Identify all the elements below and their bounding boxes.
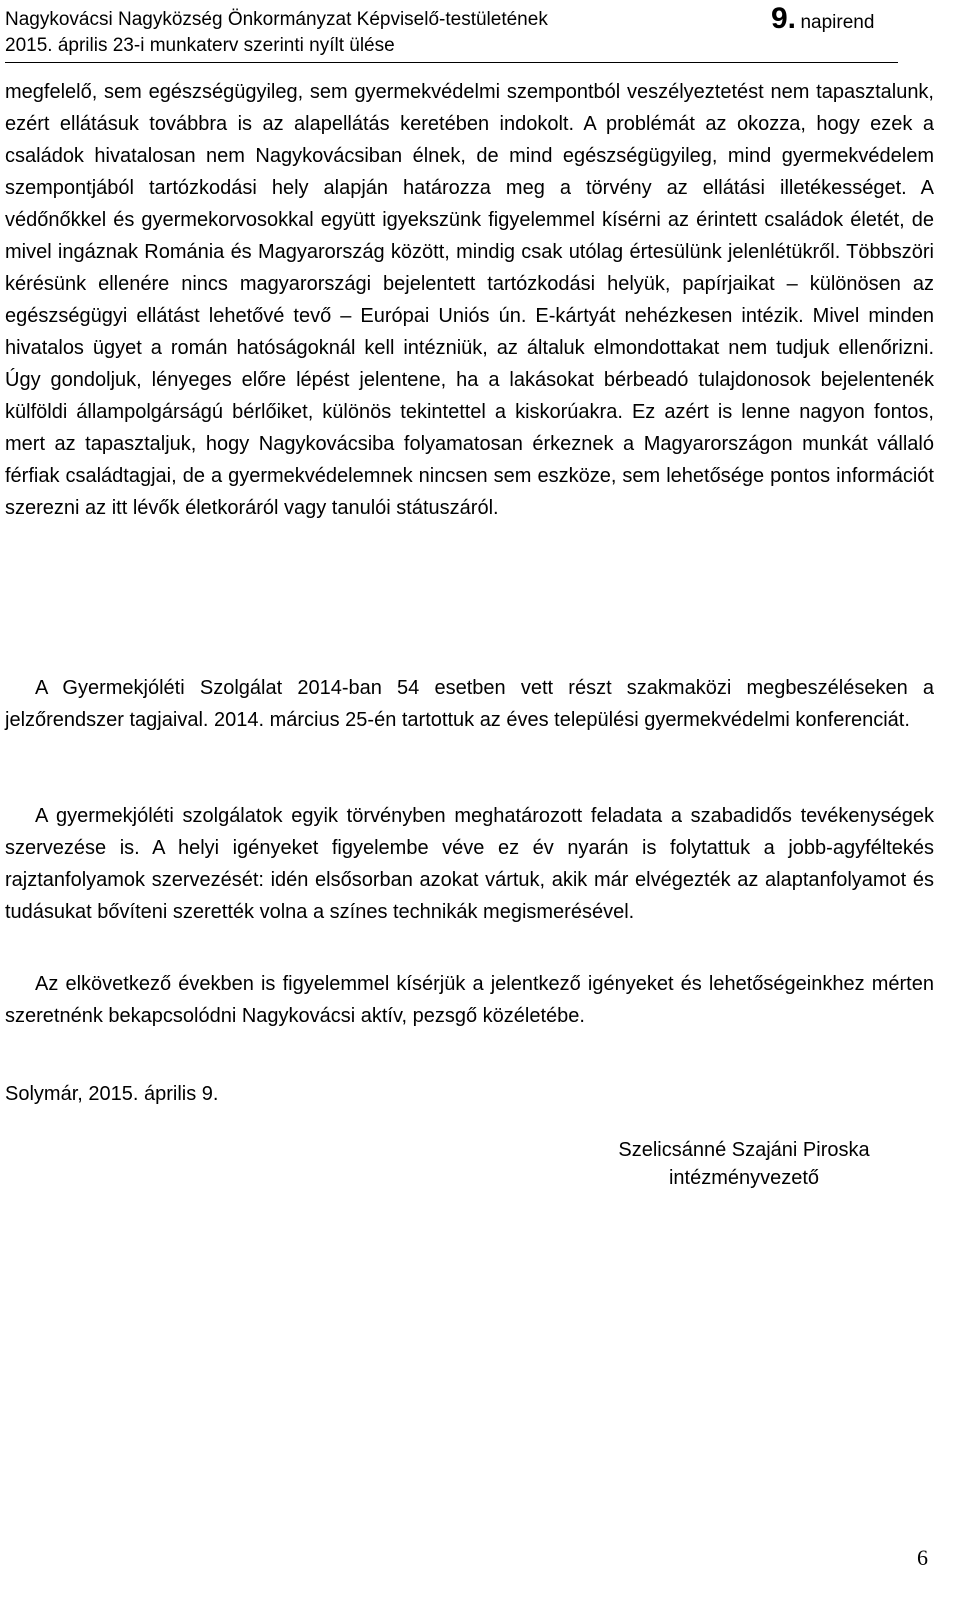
page-number: 6 [917, 1545, 928, 1570]
header-agenda-item [771, 1, 874, 41]
body-paragraph-4: Az elkövetkező években is figyelemmel kísérjük a jelentkező igényeket és lehetőségeinkhez mérten szeretnénk bekapcsolódni Nagykovácsi aktív, pezsgő közéletébe. [5, 973, 934, 1027]
header-organization: Nagykovácsi Nagyközség Önkormányzat Képviselő-testületének [5, 9, 548, 30]
signatory-title: intézményvezető [668, 1167, 820, 1189]
page-header [5, 4, 905, 64]
signature-block [576, 1136, 912, 1192]
body-paragraph-3: A gyermekjóléti szolgálatok egyik törvényben meghatározott feladata a szabadidős tevékenységek szervezése is. A helyi igényeket figyelembe véve ez év nyarán is folytattuk a jobb-agyféltekés rajztanfolyamok szervezését: idén elsősorban azokat vártuk, akik már elvégezték az alaptanfolyamot és tudásukat bővíteni szerették volna a színes technikák megismerésével. [5, 805, 934, 923]
signatory-name: Szelicsánné Szajáni Piroska [618, 1139, 870, 1161]
header-session: 2015. április 23-i munkaterv szerinti nyílt ülése [5, 35, 395, 56]
body-paragraph-1: megfelelő, sem egészségügyileg, sem gyermekvédelmi szempontból veszélyeztetést nem tapasztalunk, ezért ellátásuk továbbra is az alapellátás keretében indokolt. A problémát az okozza, hogy ezek a családok hivatalosan nem Nagykovácsiban élnek, de mind egészségügyileg, mind gyermekvédelem szempontjából tartózkodási hely alapján határozza meg a törvény az ellátási illetékességet. A védőnőkkel és gyermekorvosokkal együtt igyekszünk figyelemmel kísérni az érintett családok életét, de mivel ingáznak Románia és Magyarország között, mindig csak utólag értesülünk jelenlétükről. Többszöri kérésünk ellenére nincs magyarországi bejelentett tartózkodási helyük, papírjaikat – különösen az egészségügyi ellátást lehetővé tevő – Európai Uniós ún. E-kártyát nehézkesen intézik. Mivel minden hivatalos ügyet a román hatóságoknál kell intézniük, az általuk elmondottakat nem tudjuk ellenőrizni. Úgy gondoljuk, lényeges előre lépést jelentene, ha a lakásokat bérbeadó tulajdonosok bejelentenék külföldi állampolgárságú bérlőiket, különös tekintettel a kiskorúakra. Ez azért is lenne nagyon fontos, mert az tapasztaljuk, hogy Nagykovácsiba folyamatosan érkeznek a Magyarországon munkát vállaló férfiak családtagjai, de a gyermekvédelemnek nincsen sem eszköze, sem lehetősége pontos információt szerezni az itt lévők életkoráról vagy tanulói státuszáról. [5, 81, 934, 519]
body-paragraph-2: A Gyermekjóléti Szolgálat 2014-ban 54 esetben vett részt szakmaközi megbeszéléseken a jelzőrendszer tagjaival. 2014. március 25-én tartottuk az éves települési gyermekvédelmi konferenciát. [5, 677, 934, 731]
place-and-date: Solymár, 2015. április 9. [5, 1083, 219, 1105]
agenda-number: 9. [771, 2, 797, 35]
header-divider [5, 62, 898, 63]
agenda-label: napirend [800, 12, 875, 33]
